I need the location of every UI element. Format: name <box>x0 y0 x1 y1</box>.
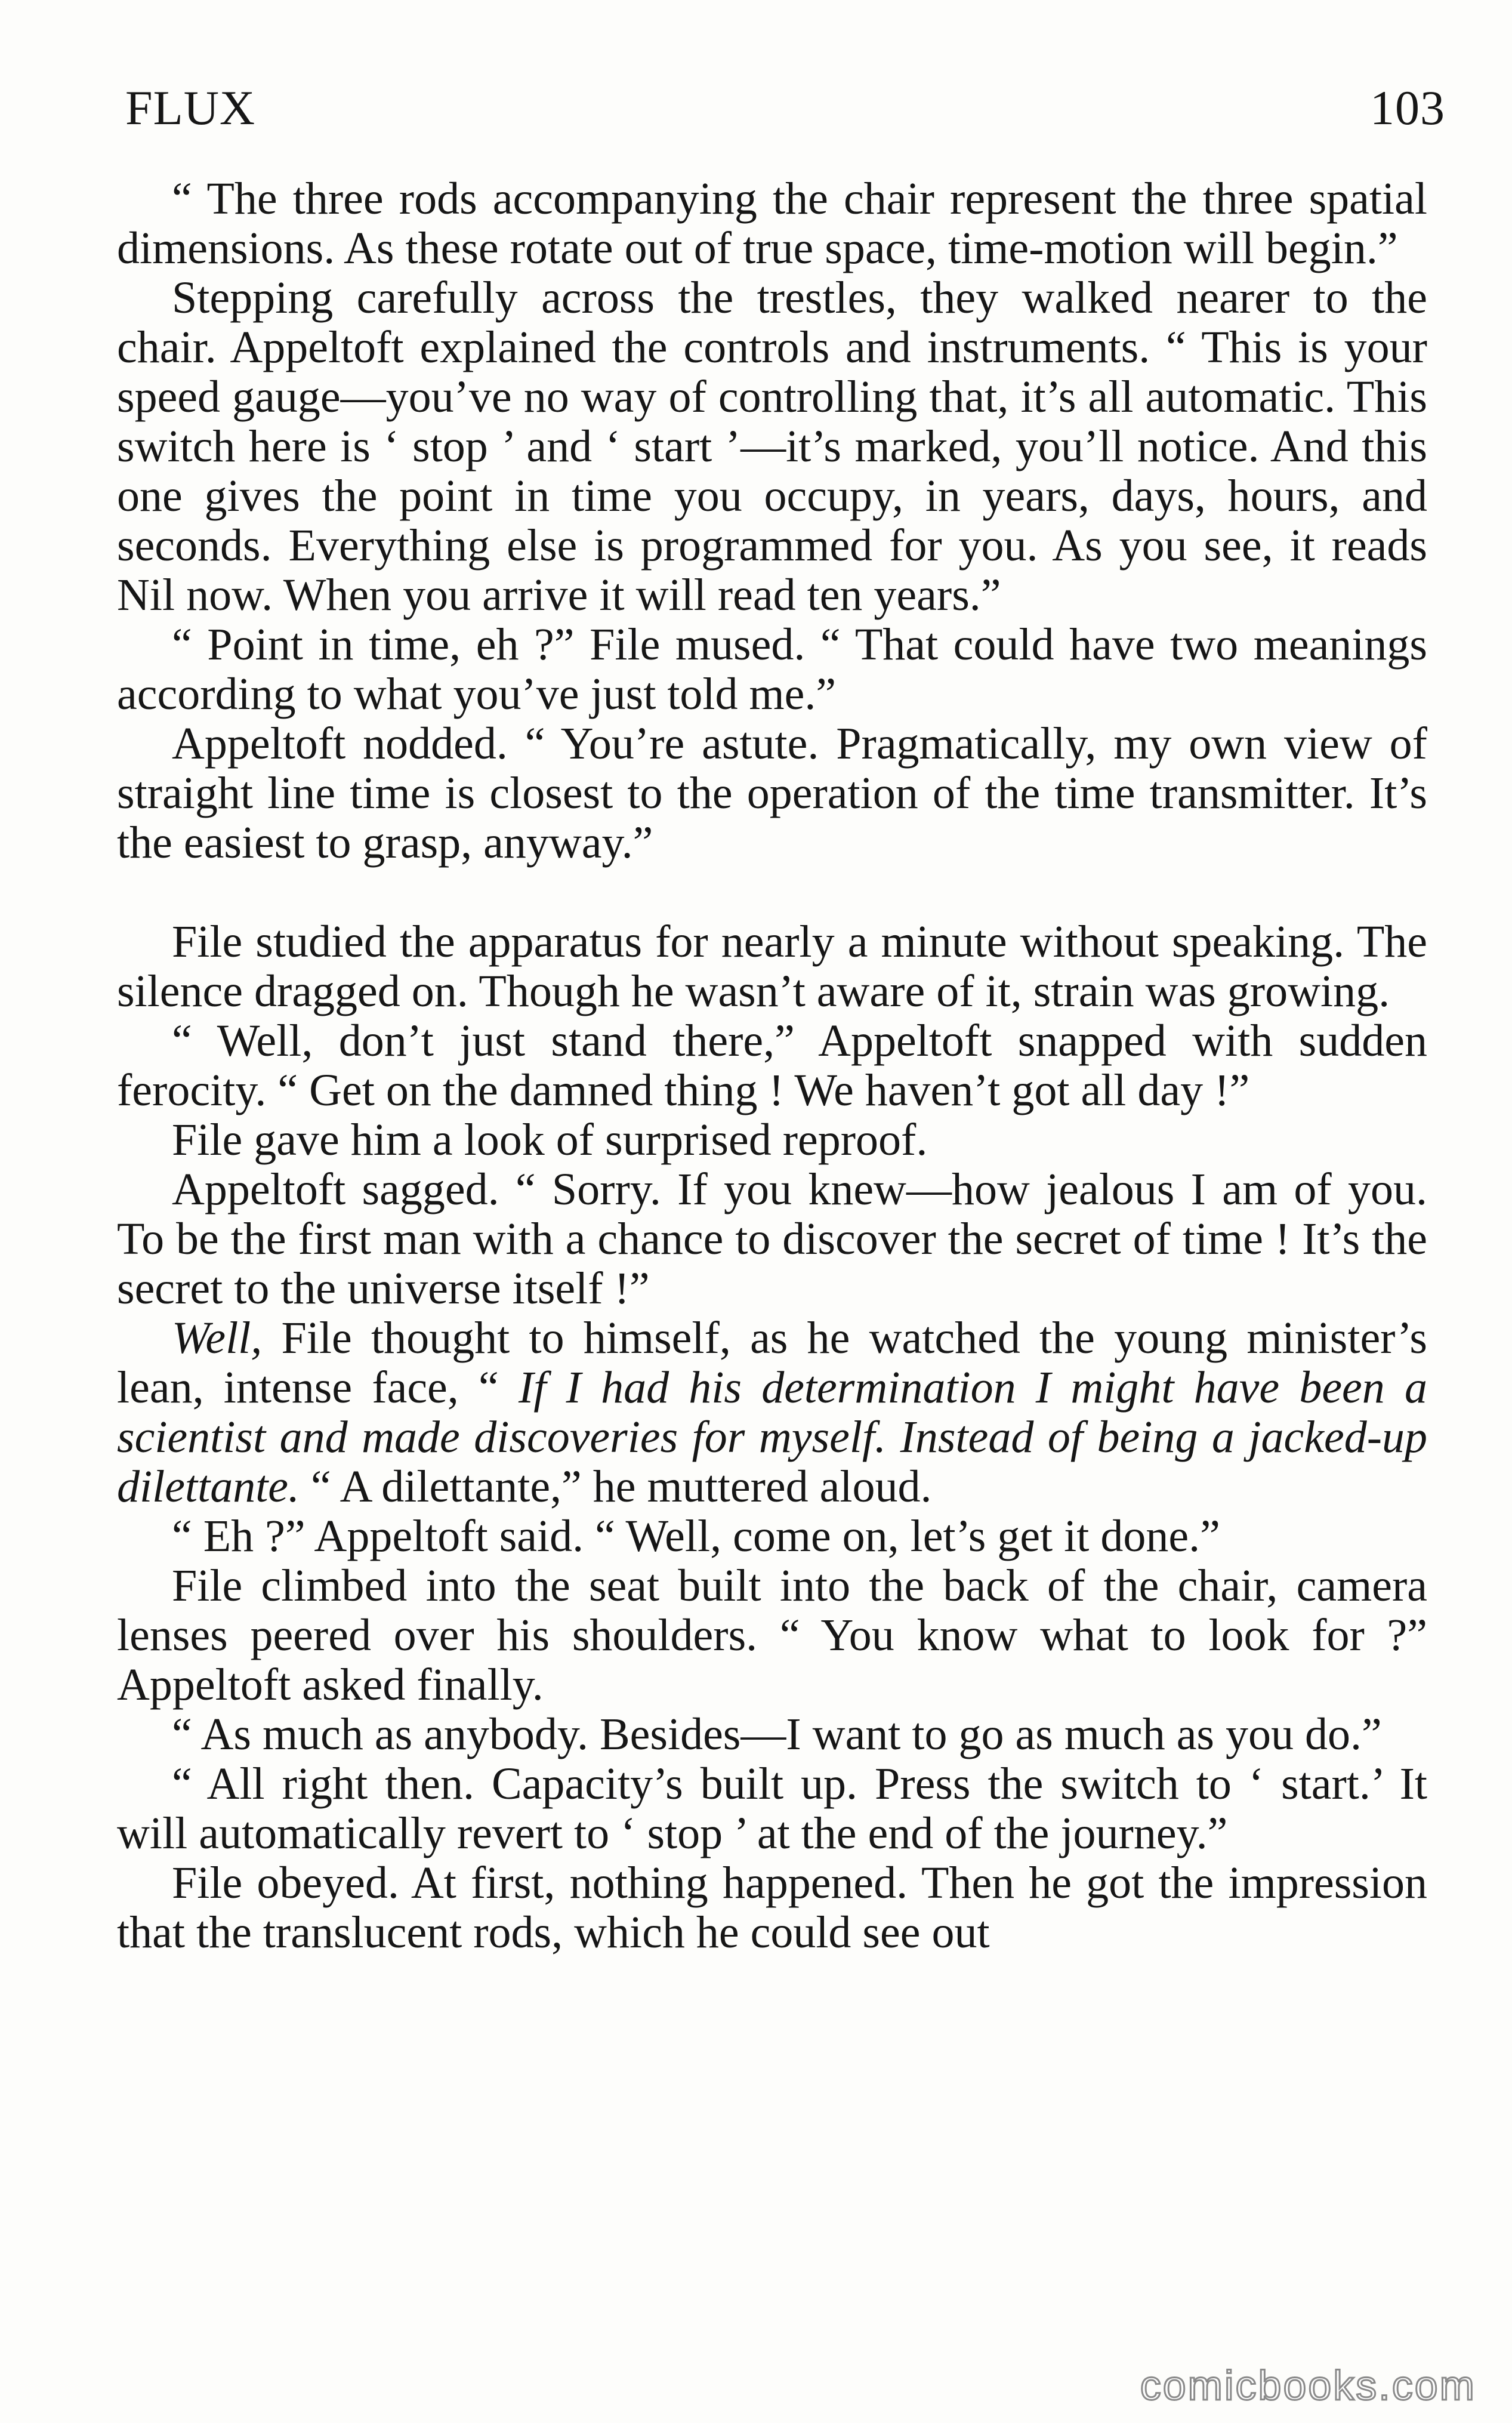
running-title: FLUX <box>125 81 256 135</box>
text-segment: “ All right then. Capacity’s built up. Press the switch to ‘ start.’ It will automatically revert to ‘ stop ’ at the end of the journey.” <box>117 1759 1427 1858</box>
paragraph <box>117 1512 1427 1561</box>
paragraph <box>117 1115 1427 1165</box>
text-segment: “ Point in time, eh ?” File mused. “ That could have two meanings according to what you’ve just told me.” <box>117 619 1427 719</box>
text-segment: “ A dilettante,” he muttered aloud. <box>300 1462 932 1512</box>
text-segment: File studied the apparatus for nearly a minute without speaking. The silence dragged on. Though he wasn’t aware of it, strain was growing. <box>117 917 1427 1016</box>
text-segment: “ As much as anybody. Besides—I want to go as much as you do.” <box>172 1709 1382 1759</box>
text-segment: File gave him a look of surprised reproof. <box>172 1115 928 1165</box>
paragraph <box>117 1165 1427 1314</box>
watermark-logo: comicbooks.com <box>1140 2362 1476 2409</box>
paragraph <box>117 719 1427 868</box>
text-segment: “ Well, don’t just stand there,” Appeltoft snapped with sudden ferocity. “ Get on the damned thing ! We haven’t got all day !” <box>117 1016 1427 1115</box>
text-segment: Stepping carefully across the trestles, they walked nearer to the chair. Appeltoft explained the controls and instruments. “ This is your speed gauge—you’ve no way of controlling that, it’s all automatic. This switch here is ‘ stop ’ and ‘ start ’—it’s marked, you’ll notice. And this one gives the point in time you occupy, in years, days, hours, and seconds. Everything else is programmed for you. As you see, it reads Nil now. When you arrive it will read ten years.” <box>117 273 1427 620</box>
paragraph <box>117 917 1427 1016</box>
paragraph <box>117 174 1427 273</box>
text-segment: Appeltoft nodded. “ You’re astute. Pragmatically, my own view of straight line time is closest to the operation of the time transmitter. It’s the easiest to grasp, anyway.” <box>117 719 1427 868</box>
paragraph <box>117 1710 1427 1759</box>
page-body-text <box>117 174 1427 1957</box>
paragraph <box>117 273 1427 620</box>
italic-text-segment: Well, <box>172 1313 263 1363</box>
paragraph <box>117 1759 1427 1858</box>
paragraph <box>117 1858 1427 1957</box>
text-segment: File obeyed. At first, nothing happened. Then he got the impression that the translucent rods, which he could see out <box>117 1858 1427 1957</box>
text-segment: File thought to himself, as he watched the young minister’s lean, intense face, “ <box>117 1313 1427 1413</box>
paragraph <box>117 620 1427 719</box>
page-number: 103 <box>1370 81 1445 135</box>
page-header <box>125 81 1445 135</box>
paragraph <box>117 1561 1427 1710</box>
paragraph <box>117 1314 1427 1512</box>
paragraph <box>117 1016 1427 1115</box>
text-segment: File climbed into the seat built into the back of the chair, camera lenses peered over his shoulders. “ You know what to look for ?” Appeltoft asked finally. <box>117 1561 1427 1710</box>
text-segment: “ Eh ?” Appeltoft said. “ Well, come on, let’s get it done.” <box>172 1511 1220 1561</box>
text-segment: Appeltoft sagged. “ Sorry. If you knew—how jealous I am of you. To be the first man with a chance to discover the secret of time ! It’s the secret to the universe itself !” <box>117 1164 1427 1314</box>
italic-text-segment: If I had his determination I might have been a scientist and made discoveries for myself. Instead of being a jacked-up dilettante. <box>117 1362 1427 1512</box>
text-segment: “ The three rods accompanying the chair represent the three spatial dimensions. As these rotate out of true space, time-motion will begin.” <box>117 174 1427 273</box>
